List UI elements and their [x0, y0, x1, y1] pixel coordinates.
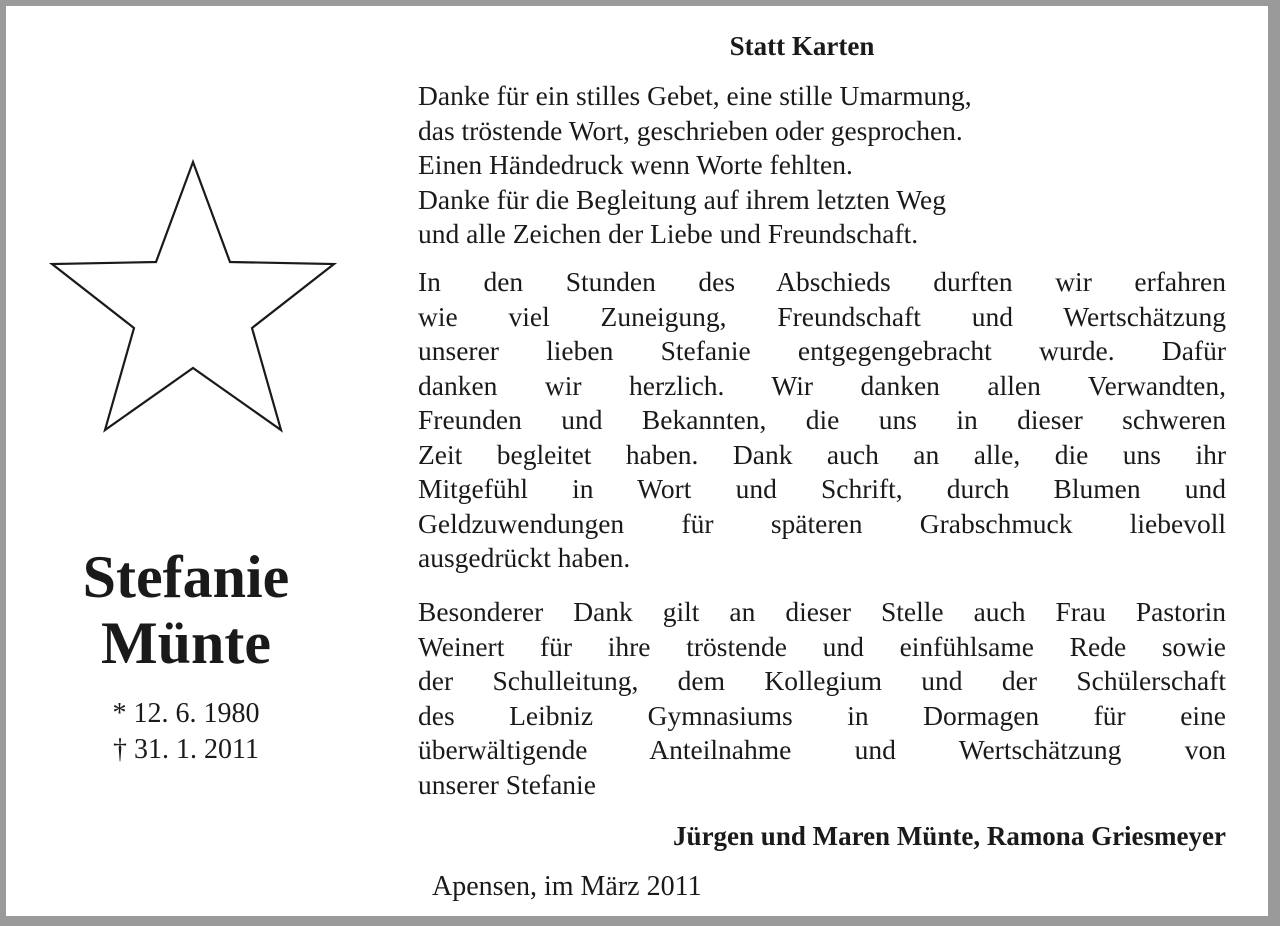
paragraph-line: des Leibniz Gymnasiums in Dormagen für eine	[418, 699, 1226, 731]
deceased-name	[36, 544, 336, 676]
verse-line: Einen Händedruck wenn Worte fehlten.	[418, 149, 853, 180]
paragraph-line: Geldzuwendungen für späteren Grabschmuck liebevoll	[418, 507, 1226, 539]
thank-you-paragraph-2	[418, 595, 1226, 802]
verse-line: Danke für die Begleitung auf ihrem letzten Weg	[418, 183, 946, 215]
verse-line: das tröstende Wort, geschrieben oder gesprochen.	[418, 114, 963, 146]
paragraph-line: Zeit begleitet haben. Dank auch an alle, die uns ihr	[418, 438, 1226, 470]
paragraph-line: ausgedrückt haben.	[418, 542, 631, 573]
paragraph-line: Besonderer Dank gilt an dieser Stelle auch Frau Pastorin	[418, 596, 1226, 627]
deceased-first-name: Stefanie	[82, 544, 290, 610]
paragraph-line: danken wir herzlich. Wir danken allen Verwandten,	[418, 369, 1226, 401]
paragraph-line: In den Stunden des Abschieds durften wir erfahren	[418, 266, 1226, 297]
thank-you-paragraph-1	[418, 265, 1226, 576]
life-dates	[36, 696, 336, 768]
verse-line: und alle Zeichen der Liebe und Freundschaft.	[418, 218, 919, 249]
place-date: Apensen, im März 2011	[432, 871, 702, 902]
notice-heading: Statt Karten	[729, 31, 875, 61]
signature: Jürgen und Maren Münte, Ramona Griesmeyer	[673, 821, 1226, 851]
death-date: † 31. 1. 2011	[113, 734, 259, 765]
paragraph-line: unserer lieben Stefanie entgegengebracht wurde. Dafür	[418, 335, 1226, 366]
paragraph-line: Freunden und Bekannten, die uns in dieser schweren	[418, 404, 1226, 435]
star-icon	[44, 154, 340, 434]
paragraph-line: Mitgefühl in Wort und Schrift, durch Blumen und	[418, 473, 1226, 504]
verse-line: Danke für ein stilles Gebet, eine stille Umarmung,	[418, 80, 972, 111]
deceased-last-name: Münte	[101, 610, 271, 676]
thank-you-verse	[418, 79, 1218, 252]
paragraph-line: unserer Stefanie	[418, 768, 596, 800]
paragraph-line: Weinert für ihre tröstende und einfühlsame Rede sowie	[418, 630, 1226, 662]
obituary-card	[6, 6, 1268, 916]
paragraph-line: wie viel Zuneigung, Freundschaft und Wertschätzung	[418, 300, 1226, 332]
paragraph-line: überwältigende Anteilnahme und Wertschätzung von	[418, 734, 1226, 765]
birth-date: * 12. 6. 1980	[112, 698, 260, 729]
paragraph-line: der Schulleitung, dem Kollegium und der Schülerschaft	[418, 665, 1226, 696]
